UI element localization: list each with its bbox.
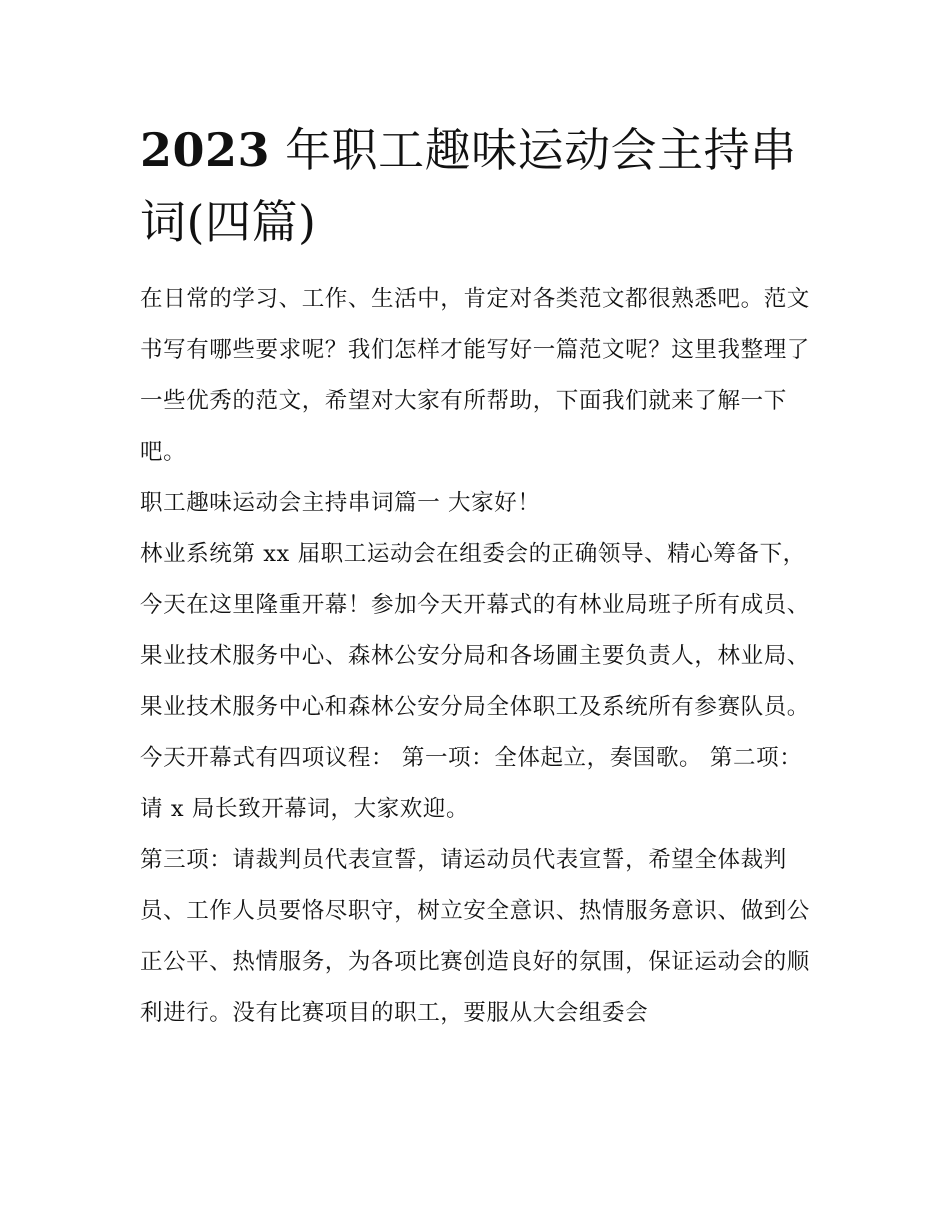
title-text: 年职工趣味运动会主持串词(四篇) [140,123,797,249]
paragraph-opening: 林业系统第 xx 届职工运动会在组委会的正确领导、精心筹备下，今天在这里隆重开幕！参加今天开幕式的有林业局班子所有成员、果业技术服务中心、森林公安分局和各场圃主要负责人，林业局、果业技术服务中心和森林公安分局全体职工及系统所有参赛队员。 [140,541,810,720]
paragraph-section-heading: 职工趣味运动会主持串词篇一 大家好！ [140,490,541,516]
document-body [140,274,820,1039]
paragraph-item-three: 第三项：请裁判员代表宣誓，请运动员代表宣誓，希望全体裁判员、工作人员要恪尽职守，树立安全意识、热情服务意识、做到公正公平、热情服务，为各项比赛创造良好的氛围，保证运动会的顺利进行。没有比赛项目的职工，要服从大会组委会 [140,847,810,1026]
paragraph-intro: 在日常的学习、工作、生活中，肯定对各类范文都很熟悉吧。范文书写有哪些要求呢？我们怎样才能写好一篇范文呢？这里我整理了一些优秀的范文，希望对大家有所帮助，下面我们就来了解一下吧。 [140,286,810,465]
title-year: 2023 [140,123,271,177]
document-title [140,114,820,258]
paragraph-agenda: 今天开幕式有四项议程： 第一项：全体起立，奏国歌。 第二项：请 x 局长致开幕词，大家欢迎。 [140,745,803,822]
